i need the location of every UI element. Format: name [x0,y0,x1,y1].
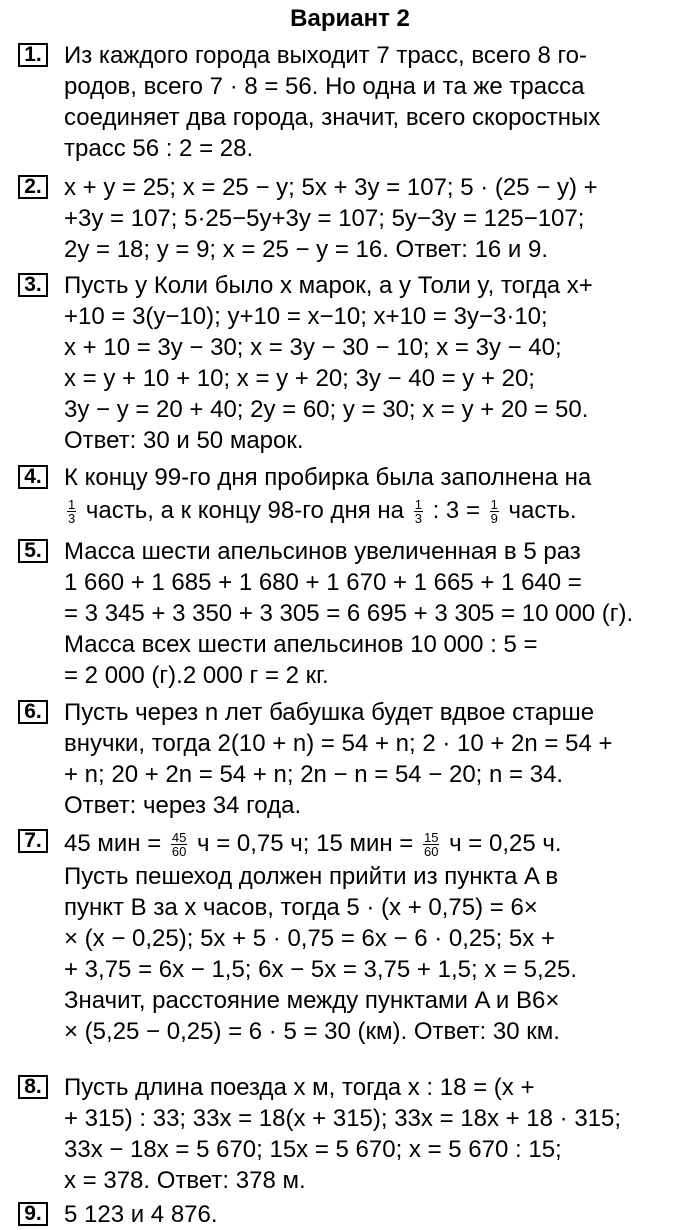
text-line: = 3 345 + 3 350 + 3 305 = 6 695 + 3 305 = 10 000 (г). [64,600,634,627]
text-line: +10 = 3(y−10); y+10 = x−10; x+10 = 3y−3·10; [64,303,548,330]
text-line: трасс 56 : 2 = 28. [64,135,254,162]
text-line: Ответ: 30 и 50 марок. [64,427,304,454]
problem-5 [18,536,690,692]
text-line: 1 660 + 1 685 + 1 680 + 1 670 + 1 665 + 1 640 = [64,569,582,596]
text-line: пункт B за x часов, тогда 5 · (x + 0,75) = 6× [64,894,538,921]
text-line: соединяет два города, значит, всего скоростных [64,104,601,131]
text-line: x + 10 = 3y − 30; x = 3y − 30 − 10; x = 3y − 40; [64,334,562,361]
page-title: Вариант 2 [290,5,410,32]
problem-number: 9. [18,1202,48,1226]
fraction: $\frac{15}{60}$ [423,830,439,860]
problem-number: 8. [18,1075,48,1099]
text-line: x = y + 10 + 10; x = y + 20; 3y − 40 = y + 20; [64,365,535,392]
text-line: × (5,25 − 0,25) = 6 · 5 = 30 (км). Ответ: 30 км. [64,1018,560,1045]
text-line: 33x − 18x = 5 670; 15x = 5 670; x = 5 670 : 15; [64,1136,562,1163]
fraction: $\frac{1}{9}$ [490,497,498,527]
text-line: родов, всего 7 · 8 = 56. Но одна и та же трасса [64,73,585,100]
text-line: Пусть пешеход должен прийти из пункта A в [64,863,559,890]
text-line: Значит, расстояние между пунктами A и B6× [64,987,560,1014]
text-line: К концу 99-го дня пробирка была заполнена на [64,464,592,491]
text-line: × (x − 0,25); 5x + 5 · 0,75 = 6x − 6 · 0,25; 5x + [64,925,555,952]
text-line: + 315) : 33; 33x = 18(x + 315); 33x = 18x + 18 · 315; [64,1105,622,1132]
text-line: = 2 000 (г).2 000 г = 2 кг. [64,662,329,689]
text-line: 3y − y = 20 + 40; 2y = 60; y = 30; x = y + 20 = 50. [64,396,589,423]
text-line: 2y = 18; y = 9; x = 25 − y = 16. Ответ: 16 и 9. [64,236,549,263]
text-line: +3y = 107; 5·25−5y+3y = 107; 5y−3y = 125−107; [64,205,585,232]
problem-number: 7. [18,829,48,853]
problem-9 [18,1199,690,1228]
text-line: внучки, тогда 2(10 + n) = 54 + n; 2 · 10 + 2n = 54 + [64,730,613,757]
problem-2 [18,172,690,265]
fraction: $\frac{1}{3}$ [414,497,422,527]
text-line: + n; 20 + 2n = 54 + n; 2n − n = 54 − 20; n = 34. [64,761,564,788]
text-line: Пусть через n лет бабушка будет вдвое старше [64,699,595,726]
problem-7 [18,826,690,1050]
text-line: + 3,75 = 6x − 1,5; 6x − 5x = 3,75 + 1,5; x = 5,25. [64,956,578,983]
problem-number: 1. [18,43,48,67]
problem-number: 3. [18,273,48,297]
text-line: 45 мин = $\frac{45}{60}$ ч = 0,75 ч; 15 мин = $\frac{15}{60}$ ч = 0,25 ч. [64,830,562,860]
problem-3 [18,270,690,456]
text-line: Масса всех шести апельсинов 10 000 : 5 = [64,631,538,658]
problem-8 [18,1072,690,1196]
text-line: x + y = 25; x = 25 − y; 5x + 3y = 107; 5 · (25 − y) + [64,174,598,201]
fraction: $\frac{45}{60}$ [171,830,187,860]
text-line: Из каждого города выходит 7 трасс, всего 8 го- [64,42,588,69]
problem-6 [18,697,690,821]
text-line: x = 378. Ответ: 378 м. [64,1167,306,1194]
problem-number: 4. [18,465,48,489]
problem-number: 2. [18,175,48,199]
problem-number: 5. [18,539,48,563]
text-line: 5 123 и 4 876. [64,1201,218,1228]
problem-number: 6. [18,700,48,724]
problem-1 [18,40,690,164]
fraction: $\frac{1}{3}$ [68,497,76,527]
text-line: $\frac{1}{3}$ часть, а к концу 98-го дня на $\frac{1}{3}$ : 3 = $\frac{1}{9}$ часть. [68,497,577,527]
text-line: Пусть длина поезда x м, тогда x : 18 = (x + [64,1074,535,1101]
problem-4 [18,462,690,528]
text-line: Ответ: через 34 года. [64,792,302,819]
text-line: Пусть у Коли было x марок, а у Толи y, тогда x+ [64,272,593,299]
text-line: Масса шести апельсинов увеличенная в 5 раз [64,538,581,565]
